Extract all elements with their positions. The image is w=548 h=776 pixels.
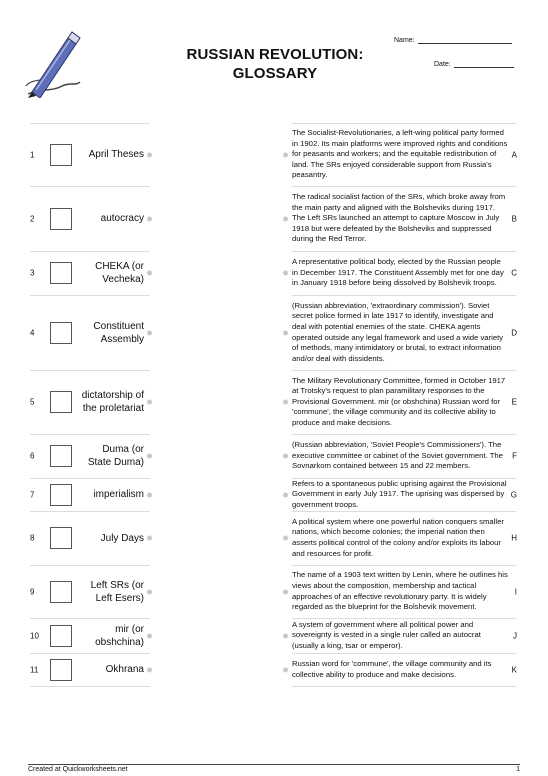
- glossary-row: [30, 434, 517, 478]
- row-number: 5: [30, 397, 35, 407]
- glossary-row: [30, 478, 517, 511]
- definition-connector-dot[interactable]: [283, 216, 288, 221]
- definition: The Socialist-Revolutionaries, a left-wing political party formed in 1902. Its main platforms were improved rights and conditions for peasants and workers; and the equitable redistribution of land. The SRs enjoyed considerable support from Russia's peasantry.: [292, 128, 508, 180]
- definition-letter: C: [511, 268, 517, 278]
- answer-box[interactable]: [50, 322, 72, 344]
- definition-connector-dot[interactable]: [283, 271, 288, 276]
- row-number: 10: [30, 631, 39, 640]
- definition-connector-dot[interactable]: [283, 400, 288, 405]
- row-divider: [292, 686, 516, 687]
- definition: (Russian abbreviation, 'extraordinary commission'). Soviet secret police formed in late 1917 to identify, investigate and deal with potential enemies of the state. CHEKA agents operated outside any legal framework and used a wide variety of methods, many intimidatory or brutal, to extract information and/or deal with dissidents.: [292, 300, 504, 363]
- answer-box[interactable]: [50, 581, 72, 603]
- term: imperialism: [93, 489, 144, 500]
- definition-connector-dot[interactable]: [283, 152, 288, 157]
- definition: The Military Revolutionary Committee, formed in October 1917 at Trotsky's request to plan paramilitary responses to the Provisional Government. mir (or obshchina) Russian word for 'commune', the village community and its collective ability to produce and make decisions.: [292, 375, 506, 427]
- definition-letter: F: [512, 451, 517, 461]
- row-number: 7: [30, 490, 35, 499]
- name-field[interactable]: [394, 37, 512, 44]
- definition-letter: I: [514, 587, 517, 596]
- title-line-1: RUSSIAN REVOLUTION:: [186, 46, 364, 63]
- definition: The name of a 1903 text written by Lenin, where he outlines his views about the composition, membership and tactical approaches of an effective revolutionary party. It is widely regarded as the blueprint for the Bolshevik movement.: [292, 570, 508, 612]
- date-field[interactable]: [434, 61, 514, 68]
- glossary-row: [30, 123, 517, 186]
- answer-box[interactable]: [50, 484, 72, 506]
- definition: (Russian abbreviation, 'Soviet People's Commissioners'). The executive committee or cabinet of the Soviet government. The Sovnarkom contained between 15 and 22 members.: [292, 440, 503, 471]
- row-number: 9: [30, 587, 35, 596]
- term-connector-dot[interactable]: [147, 400, 152, 405]
- definition-connector-dot[interactable]: [283, 536, 288, 541]
- definition-connector-dot[interactable]: [283, 667, 288, 672]
- answer-box[interactable]: [50, 625, 72, 647]
- footer-divider: [28, 764, 520, 765]
- name-label: Name:: [394, 37, 415, 44]
- answer-box[interactable]: [50, 527, 72, 549]
- definition-letter: K: [511, 665, 517, 674]
- term-connector-dot[interactable]: [147, 492, 152, 497]
- row-number: 3: [30, 268, 35, 278]
- row-number: 4: [30, 328, 35, 337]
- glossary-row: [30, 511, 517, 565]
- row-divider: [30, 686, 150, 687]
- glossary-row: [30, 370, 517, 434]
- term-connector-dot[interactable]: [147, 330, 152, 335]
- page-number: 1: [516, 766, 520, 773]
- glossary-row: [30, 251, 517, 295]
- term: Duma (or State Duma): [87, 444, 144, 468]
- term-connector-dot[interactable]: [147, 536, 152, 541]
- answer-box[interactable]: [50, 144, 72, 166]
- definition-letter: E: [511, 397, 517, 407]
- definition-connector-dot[interactable]: [283, 454, 288, 459]
- definition-connector-dot[interactable]: [283, 492, 288, 497]
- definition: A political system where one powerful nation conquers smaller nations, which become colonies; the imperial nation then asserts political control of the colony and/or exploits its labour and resources for profit.: [292, 516, 504, 558]
- definition-letter: B: [511, 214, 517, 223]
- row-number: 6: [30, 451, 35, 461]
- term: dictatorship of the proletariat: [81, 390, 144, 414]
- title-line-2: GLOSSARY: [232, 65, 318, 82]
- glossary-row: [30, 295, 517, 370]
- term: autocracy: [100, 213, 144, 224]
- term: Left SRs (or Left Esers): [90, 579, 144, 604]
- answer-box[interactable]: [50, 262, 72, 284]
- term: July Days: [100, 532, 144, 544]
- term-connector-dot[interactable]: [147, 152, 152, 157]
- definition: Russian word for 'commune', the village community and its collective ability to produce and make decisions.: [292, 658, 492, 679]
- definition-letter: D: [511, 328, 517, 337]
- answer-box[interactable]: [50, 391, 72, 413]
- term: Constituent Assembly: [93, 320, 144, 345]
- answer-box[interactable]: [50, 659, 72, 681]
- definition-connector-dot[interactable]: [283, 589, 288, 594]
- term-connector-dot[interactable]: [147, 667, 152, 672]
- glossary-row: [30, 186, 517, 251]
- definition-letter: J: [513, 631, 517, 640]
- row-number: 8: [30, 533, 35, 543]
- term-connector-dot[interactable]: [147, 454, 152, 459]
- term-connector-dot[interactable]: [147, 633, 152, 638]
- definition-letter: A: [511, 150, 517, 159]
- definition: A representative political body, elected by the Russian people in December 1917. The Constituent Assembly met for one day in January 1918 before being dissolved by Bolshevik troops.: [292, 257, 504, 288]
- term-connector-dot[interactable]: [147, 271, 152, 276]
- term: mir (or obshchina): [95, 623, 144, 648]
- definition-connector-dot[interactable]: [283, 330, 288, 335]
- definition: The radical socialist faction of the SRs, which broke away from the main party and aligned with the Bolsheviks during 1917. The Left SRs launched an attempt to capture Moscow in July 1918 but were defeated by the Bolsheviks and suppressed during the Red Terror.: [292, 192, 506, 244]
- term: CHEKA (or Vecheka): [95, 261, 144, 285]
- definition-letter: H: [511, 533, 517, 543]
- definition: A system of government where all political power and sovereignty is vested in a single ruler called an autocrat (usually a king, tsar or emperor).: [292, 619, 481, 650]
- answer-box[interactable]: [50, 445, 72, 467]
- term-connector-dot[interactable]: [147, 216, 152, 221]
- date-label: Date:: [434, 61, 451, 68]
- worksheet-title: [150, 45, 400, 83]
- definition: Refers to a spontaneous public uprising against the Provisional Government in early July 1917. The uprising was dispersed by government troops.: [292, 478, 507, 509]
- glossary-row: [30, 618, 517, 653]
- term-connector-dot[interactable]: [147, 589, 152, 594]
- term: Okhrana: [105, 664, 144, 675]
- term: April Theses: [88, 149, 144, 160]
- definition-letter: G: [510, 490, 517, 499]
- row-number: 1: [30, 150, 35, 159]
- pen-logo-icon: [22, 28, 84, 98]
- date-line[interactable]: [454, 61, 514, 68]
- answer-box[interactable]: [50, 208, 72, 230]
- row-number: 2: [30, 214, 35, 223]
- footer-credit: Created at Quickworksheets.net: [28, 766, 128, 773]
- name-line[interactable]: [418, 37, 512, 44]
- definition-connector-dot[interactable]: [283, 633, 288, 638]
- glossary-row: [30, 565, 517, 618]
- row-number: 11: [30, 665, 39, 674]
- glossary-row: [30, 653, 517, 686]
